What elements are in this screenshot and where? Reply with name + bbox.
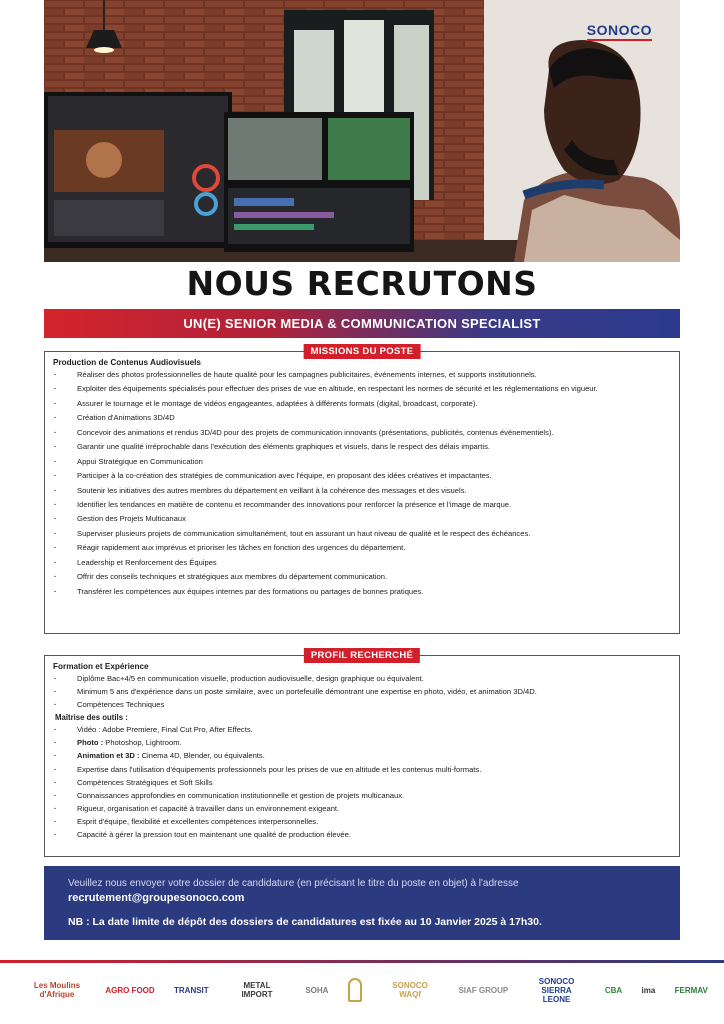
profile-item: · Minimum 5 ans d'expérience dans un poste similaire, avec un portefeuille démontrant une expertise en photo, vidéo, et animation 3D/4D.	[53, 687, 671, 697]
partner-logo: TRANSIT	[174, 985, 209, 995]
profile-item: · Capacité à gérer la pression tout en maintenant une qualité de production élevée.	[53, 830, 671, 840]
hero-illustration	[44, 0, 680, 262]
mission-item: · Leadership et Renforcement des Équipes	[53, 558, 671, 568]
mission-item: · Soutenir les initiatives des autres membres du département en veillant à la cohérence des messages et des visuels.	[53, 486, 671, 496]
tool-value: Photoshop, Lightroom.	[103, 738, 182, 748]
tool-label: Animation et 3D :	[77, 751, 140, 761]
missions-title: Production de Contenus Audiovisuels	[53, 358, 201, 367]
mission-item: · Création d'Animations 3D/4D	[53, 413, 671, 423]
profile-item: · Connaissances approfondies en communication institutionnelle et gestion de projets multicanaux.	[53, 791, 671, 801]
mission-item: · Appui Stratégique en Communication	[53, 457, 671, 467]
deadline-note: NB : La date limite de dépôt des dossiers de candidatures est fixée au 10 Janvier 2025 à 17h30.	[68, 916, 542, 928]
tools-title: Maîtrise des outils :	[55, 713, 128, 723]
tool-label: Vidéo :	[77, 725, 101, 735]
tool-value: Adobe Premiere, Final Cut Pro, After Effects.	[100, 725, 253, 735]
profile-item: · Expertise dans l'utilisation d'équipements professionnels pour les prises de vue en altitude et les contenus multi-formats.	[53, 765, 671, 775]
mission-item: · Participer à la co-création des stratégies de communication avec l'équipe, en proposant des idées créatives et impactantes.	[53, 471, 671, 481]
mission-item: · Transférer les compétences aux équipes internes par des formations ou partages de bonnes pratiques.	[53, 587, 671, 597]
missions-section	[44, 346, 680, 634]
job-title-banner: UN(E) SENIOR MEDIA & COMMUNICATION SPECIALIST	[44, 309, 680, 338]
profile-item: · Esprit d'équipe, flexibilité et excellentes compétences interpersonnelles.	[53, 817, 671, 827]
profile-section	[44, 650, 680, 857]
profile-item: · Rigueur, organisation et capacité à travailler dans un environnement exigeant.	[53, 804, 671, 814]
partner-logo: SIAF GROUP	[458, 985, 509, 995]
mission-item: · Identifier les tendances en matière de contenu et recommander des innovations pour renforcer la présence et l'image de marque.	[53, 500, 671, 510]
partner-logo: FERMAV	[674, 985, 708, 995]
mission-item: · Réaliser des photos professionnelles de haute qualité pour les campagnes publicitaires, événements internes, et supports institutionnels.	[53, 370, 671, 380]
partner-logo: Les Moulins d'Afrique	[33, 981, 81, 999]
mission-item: · Garantir une qualité irréprochable dans l'exécution des éléments graphiques et visuels, dans le respect des délais impartis.	[53, 442, 671, 452]
mission-item: · Assurer le tournage et le montage de vidéos engageantes, adaptées à différents formats (digital, broadcast, corporate).	[53, 399, 671, 409]
partner-logo	[348, 978, 362, 1002]
mission-item: · Réagir rapidement aux imprévus et prioriser les tâches en fonction des urgences du département.	[53, 543, 671, 553]
partner-logo: ima	[641, 985, 656, 995]
mission-item: · Exploiter des équipements spécialisés pour effectuer des prises de vue en altitude, en respectant les normes de sécurité et les réglementations en vigueur.	[53, 384, 671, 394]
mission-item: · Offrir des conseils techniques et stratégiques aux membres du département communication.	[53, 572, 671, 582]
footer-divider	[0, 960, 724, 963]
contact-intro: Veuillez nous envoyer votre dossier de candidature (en précisant le titre du poste en objet) à l'adresse	[68, 878, 519, 889]
partner-logos	[28, 974, 708, 1006]
mission-item: · Gestion des Projets Multicanaux	[53, 514, 671, 524]
tool-item-photo	[53, 738, 671, 748]
tool-label: Photo :	[77, 738, 104, 748]
headline: NOUS RECRUTONS	[186, 264, 538, 303]
profile-item: · Compétences Stratégiques et Soft Skills	[53, 778, 671, 788]
sonoco-logo: SONOCO	[587, 22, 652, 41]
tool-item-video	[53, 725, 671, 735]
tool-value: Cinema 4D, Blender, ou équivalents.	[139, 751, 265, 761]
profile-tag: PROFIL RECHERCHÉ	[304, 648, 420, 663]
contact-email[interactable]: recrutement@groupesonoco.com	[68, 892, 245, 904]
partner-logo: SONOCO WAQf	[392, 981, 428, 999]
partner-logo: METAL IMPORT	[241, 981, 273, 999]
profile-item: · Diplôme Bac+4/5 en communication visuelle, production audiovisuelle, design graphique ou équivalent.	[53, 674, 671, 684]
partner-logo: AGRO FOOD	[105, 985, 155, 995]
tool-item-animation	[53, 751, 671, 761]
missions-tag: MISSIONS DU POSTE	[304, 344, 421, 359]
partner-logo: SONOCO SIERRA LEONE	[538, 976, 575, 1004]
mission-item: · Superviser plusieurs projets de communication simultanément, tout en assurant un haut niveau de qualité et le respect des échéances.	[53, 529, 671, 539]
profile-title: Formation et Expérience	[53, 662, 149, 671]
contact-panel	[44, 866, 680, 940]
hero-image	[44, 0, 680, 262]
mission-item: · Concevoir des animations et rendus 3D/4D pour des projets de communication innovants (présentations, publicités, contenus événementiels).	[53, 428, 671, 438]
profile-item: · Compétences Techniques	[53, 700, 671, 710]
partner-logo: SOHA	[305, 985, 329, 995]
partner-logo: CBA	[604, 985, 623, 995]
